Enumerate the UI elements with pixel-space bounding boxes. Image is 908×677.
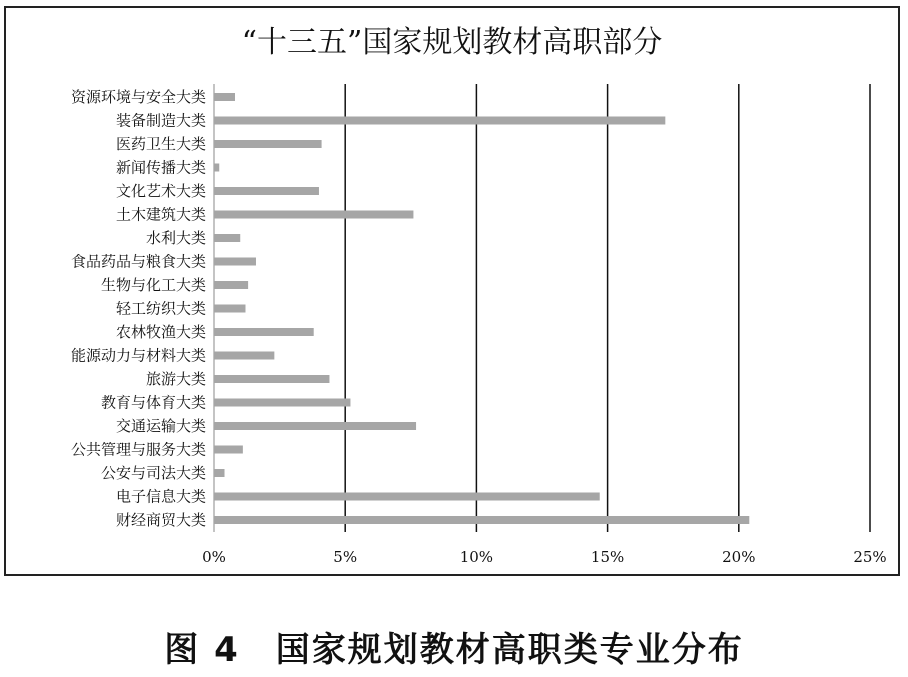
- chart-frame: [4, 6, 900, 576]
- bar: [214, 281, 248, 289]
- x-tick-label: 0%: [202, 548, 226, 566]
- x-tick-label: 20%: [722, 548, 756, 566]
- bar: [214, 187, 319, 195]
- category-label: 电子信息大类: [115, 487, 206, 506]
- category-label: 水利大类: [145, 229, 206, 247]
- x-tick-label: 10%: [459, 548, 494, 566]
- x-tick-label: 5%: [333, 548, 358, 566]
- category-labels: [71, 88, 206, 529]
- chart-title: “十三五”国家规划教材高职部分: [241, 25, 663, 60]
- category-label: 财经商贸大类: [115, 511, 206, 529]
- category-label: 资源环境与安全大类: [70, 88, 206, 106]
- category-label: 医药卫生大类: [115, 135, 206, 153]
- category-label: 公安与司法大类: [100, 464, 206, 482]
- category-label: 土木建筑大类: [115, 205, 206, 224]
- gridlines: [214, 84, 870, 532]
- bar: [214, 328, 314, 336]
- bar: [214, 446, 243, 454]
- bar: [214, 516, 749, 524]
- bar-chart: [6, 8, 898, 574]
- category-label: 食品药品与粮食大类: [70, 252, 206, 271]
- category-label: 生物与化工大类: [100, 276, 206, 294]
- bar: [214, 375, 329, 383]
- bar: [214, 117, 665, 125]
- bar: [214, 93, 235, 101]
- bar: [214, 352, 274, 360]
- figure-caption-text: 国家规划教材高职类专业分布: [275, 630, 744, 670]
- bar: [214, 164, 219, 172]
- category-label: 装备制造大类: [115, 111, 206, 130]
- bar: [214, 211, 413, 219]
- bar: [214, 422, 416, 430]
- category-label: 教育与体育大类: [100, 393, 206, 412]
- bar: [214, 258, 256, 266]
- figure-number: 图 4: [164, 630, 240, 670]
- bars: [214, 93, 749, 524]
- category-label: 旅游大类: [145, 370, 206, 388]
- bar: [214, 140, 322, 148]
- category-label: 交通运输大类: [115, 417, 206, 435]
- bar: [214, 234, 240, 242]
- bar: [214, 399, 350, 407]
- x-tick-labels: [202, 548, 887, 566]
- figure-caption: [0, 622, 908, 671]
- category-label: 轻工纺织大类: [115, 299, 206, 318]
- bar: [214, 493, 600, 501]
- category-label: 公共管理与服务大类: [70, 440, 206, 459]
- x-tick-label: 15%: [590, 548, 625, 566]
- category-label: 新闻传播大类: [115, 158, 206, 177]
- category-label: 农林牧渔大类: [115, 323, 206, 341]
- bar: [214, 469, 224, 477]
- category-label: 文化艺术大类: [115, 182, 206, 200]
- category-label: 能源动力与材料大类: [70, 346, 206, 365]
- x-tick-label: 25%: [853, 548, 887, 566]
- bar: [214, 305, 245, 313]
